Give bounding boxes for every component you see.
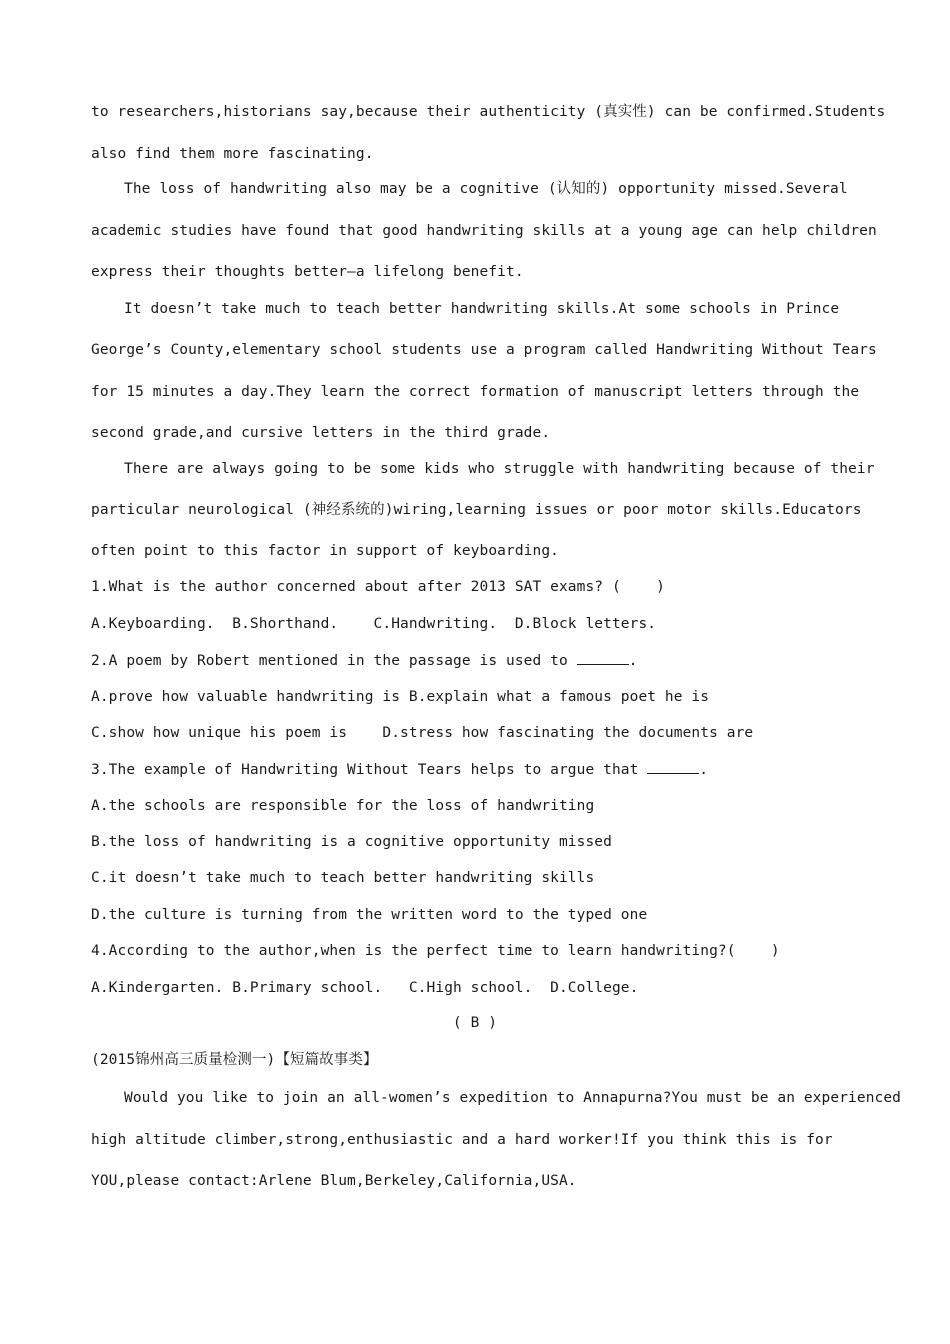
passage-line: There are always going to be some kids who struggle with handwriting because of their bbox=[124, 461, 875, 477]
passage-line: Would you like to join an all-women’s expedition to Annapurna?You must be an experienced bbox=[124, 1090, 902, 1106]
passage-line: second grade,and cursive letters in the third grade. bbox=[91, 425, 551, 441]
passage-line: high altitude climber,strong,enthusiastic and a hard worker!If you think this is for bbox=[91, 1132, 833, 1148]
passage-line: for 15 minutes a day.They learn the correct formation of manuscript letters through the bbox=[91, 384, 860, 400]
passage-line: often point to this factor in support of keyboarding. bbox=[91, 543, 559, 559]
passage-line: It doesn’t take much to teach better handwriting skills.At some schools in Prince bbox=[124, 301, 840, 317]
question-3-stem-text: 3.The example of Handwriting Without Tears helps to argue that bbox=[91, 762, 648, 778]
question-3-stem-end: . bbox=[699, 762, 709, 778]
question-3-option-b: B.the loss of handwriting is a cognitive opportunity missed bbox=[91, 834, 612, 850]
passage-line: academic studies have found that good handwriting skills at a young age can help children bbox=[91, 223, 877, 239]
question-4-stem: 4.According to the author,when is the perfect time to learn handwriting?( ) bbox=[91, 943, 780, 959]
answer-blank bbox=[577, 650, 629, 665]
question-3-option-d: D.the culture is turning from the written word to the typed one bbox=[91, 907, 648, 923]
question-2-stem-end: . bbox=[628, 653, 638, 669]
question-3-option-c: C.it doesn’t take much to teach better handwriting skills bbox=[91, 870, 595, 886]
question-3-stem bbox=[91, 759, 708, 780]
passage-line: express their thoughts better—a lifelong benefit. bbox=[91, 264, 524, 280]
passage-line: The loss of handwriting also may be a cognitive (认知的) opportunity missed.Several bbox=[124, 181, 848, 197]
passage-line: also find them more fascinating. bbox=[91, 146, 374, 162]
passage-line: to researchers,historians say,because their authenticity (真实性) can be confirmed.Students bbox=[91, 104, 886, 120]
question-2-options-row1: A.prove how valuable handwriting is B.explain what a famous poet he is bbox=[91, 689, 710, 705]
passage-line: George’s County,elementary school students use a program called Handwriting Without Tears bbox=[91, 342, 877, 358]
section-b-heading: ( B ) bbox=[452, 1015, 498, 1031]
question-3-option-a: A.the schools are responsible for the loss of handwriting bbox=[91, 798, 595, 814]
question-1-options: A.Keyboarding. B.Shorthand. C.Handwriting. D.Block letters. bbox=[91, 616, 657, 632]
question-2-options-row2: C.show how unique his poem is D.stress how fascinating the documents are bbox=[91, 725, 754, 741]
passage-line: particular neurological (神经系统的)wiring,learning issues or poor motor skills.Educators bbox=[91, 502, 862, 518]
answer-blank bbox=[647, 759, 699, 774]
question-1-stem: 1.What is the author concerned about after 2013 SAT exams? ( ) bbox=[91, 579, 665, 595]
question-2-stem-text: 2.A poem by Robert mentioned in the passage is used to bbox=[91, 653, 577, 669]
passage-line: YOU,please contact:Arlene Blum,Berkeley,California,USA. bbox=[91, 1173, 577, 1189]
question-4-options: A.Kindergarten. B.Primary school. C.High school. D.College. bbox=[91, 980, 639, 996]
question-2-stem bbox=[91, 650, 637, 671]
section-b-source: (2015锦州高三质量检测一)【短篇故事类】 bbox=[91, 1052, 378, 1068]
